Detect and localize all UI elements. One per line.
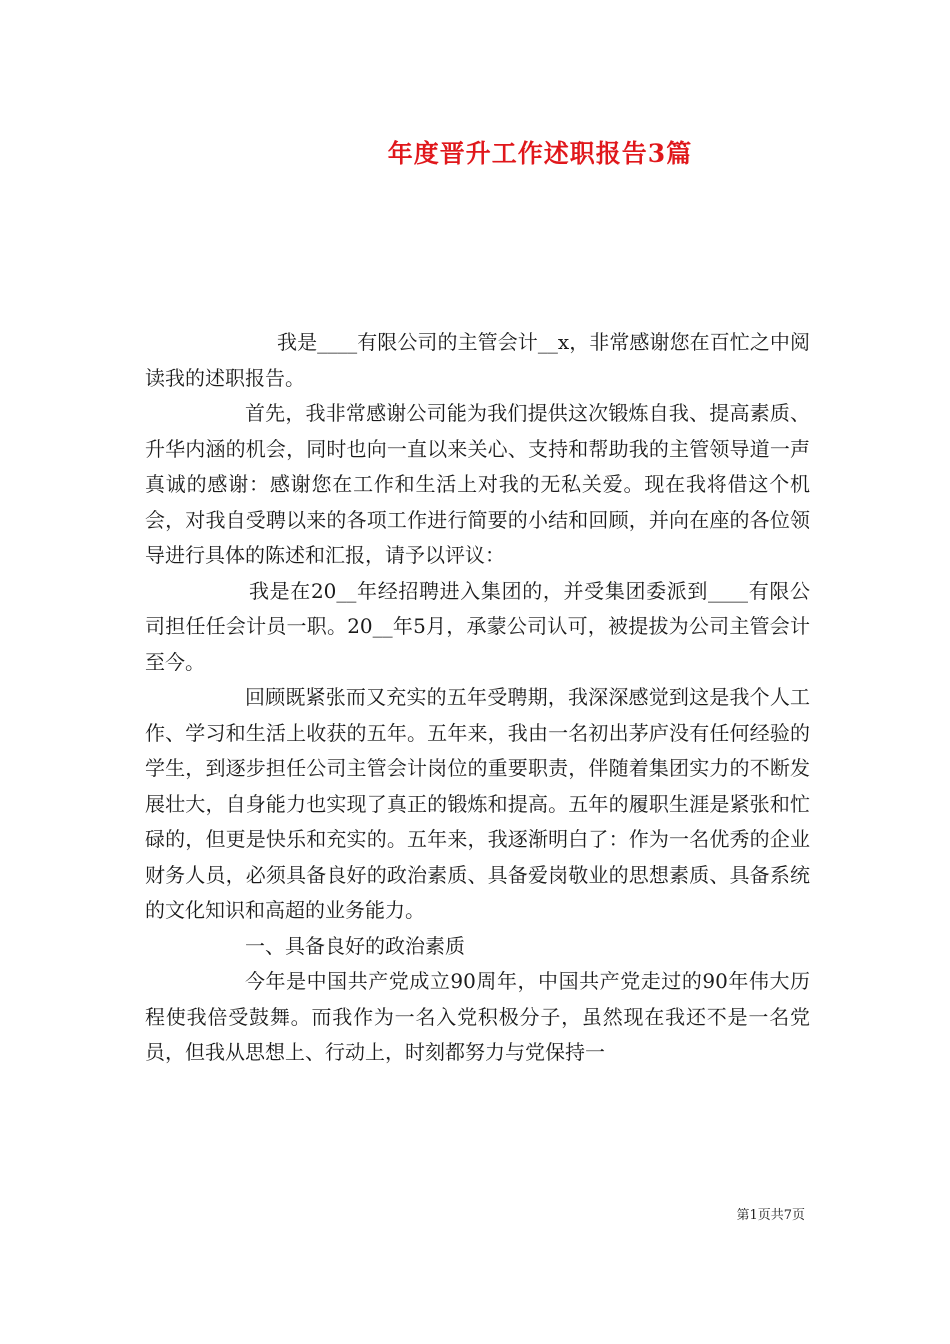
document-title: 年度晋升工作述职报告3篇 — [387, 139, 693, 168]
paragraph-review: 回顾既紧张而又充实的五年受聘期，我深深感觉到这是我个人工作、学习和生活上收获的五年。五年来，我由一名初出茅庐没有任何经验的学生，到逐步担任公司主管会计岗位的重要职责，伴随着集团实力的不断发展壮大，自身能力也实现了真正的锻炼和提高。五年的履职生涯是紧张和忙碌的，但更是快乐和充实的。五年来，我逐渐明白了：作为一名优秀的企业财务人员，必须具备良好的政治素质、具备爱岗敬业的思想素质、具备系统的文化知识和高超的业务能力。 — [145, 685, 810, 922]
page-number-footer: 第1页共7页 — [736, 1208, 805, 1223]
section-heading-political: 一、具备良好的政治素质 — [245, 933, 465, 958]
paragraph-career: 我是在20__年经招聘进入集团的，并受集团委派到____有限公司担任任会计员一职。20__年5月，承蒙公司认可，被提拔为公司主管会计至今。 — [145, 578, 810, 674]
paragraph-party: 今年是中国共产党成立90周年，中国共产党走过的90年伟大历程使我倍受鼓舞。而我作为一名入党积极分子，虽然现在我还不是一名党员，但我从思想上、行动上，时刻都努力与党保持一 — [145, 969, 810, 1064]
paragraph-intro: 我是____有限公司的主管会计__x，非常感谢您在百忙之中阅读我的述职报告。 — [145, 330, 810, 390]
document-body — [145, 325, 810, 1071]
paragraph-thanks: 首先，我非常感谢公司能为我们提供这次锻炼自我、提高素质、升华内涵的机会，同时也向一直以来关心、支持和帮助我的主管领导道一声真诚的感谢：感谢您在工作和生活上对我的无私关爱。现在我将借这个机会，对我自受聘以来的各项工作进行简要的小结和回顾，并向在座的各位领导进行具体的陈述和汇报，请予以评议： — [145, 401, 810, 567]
